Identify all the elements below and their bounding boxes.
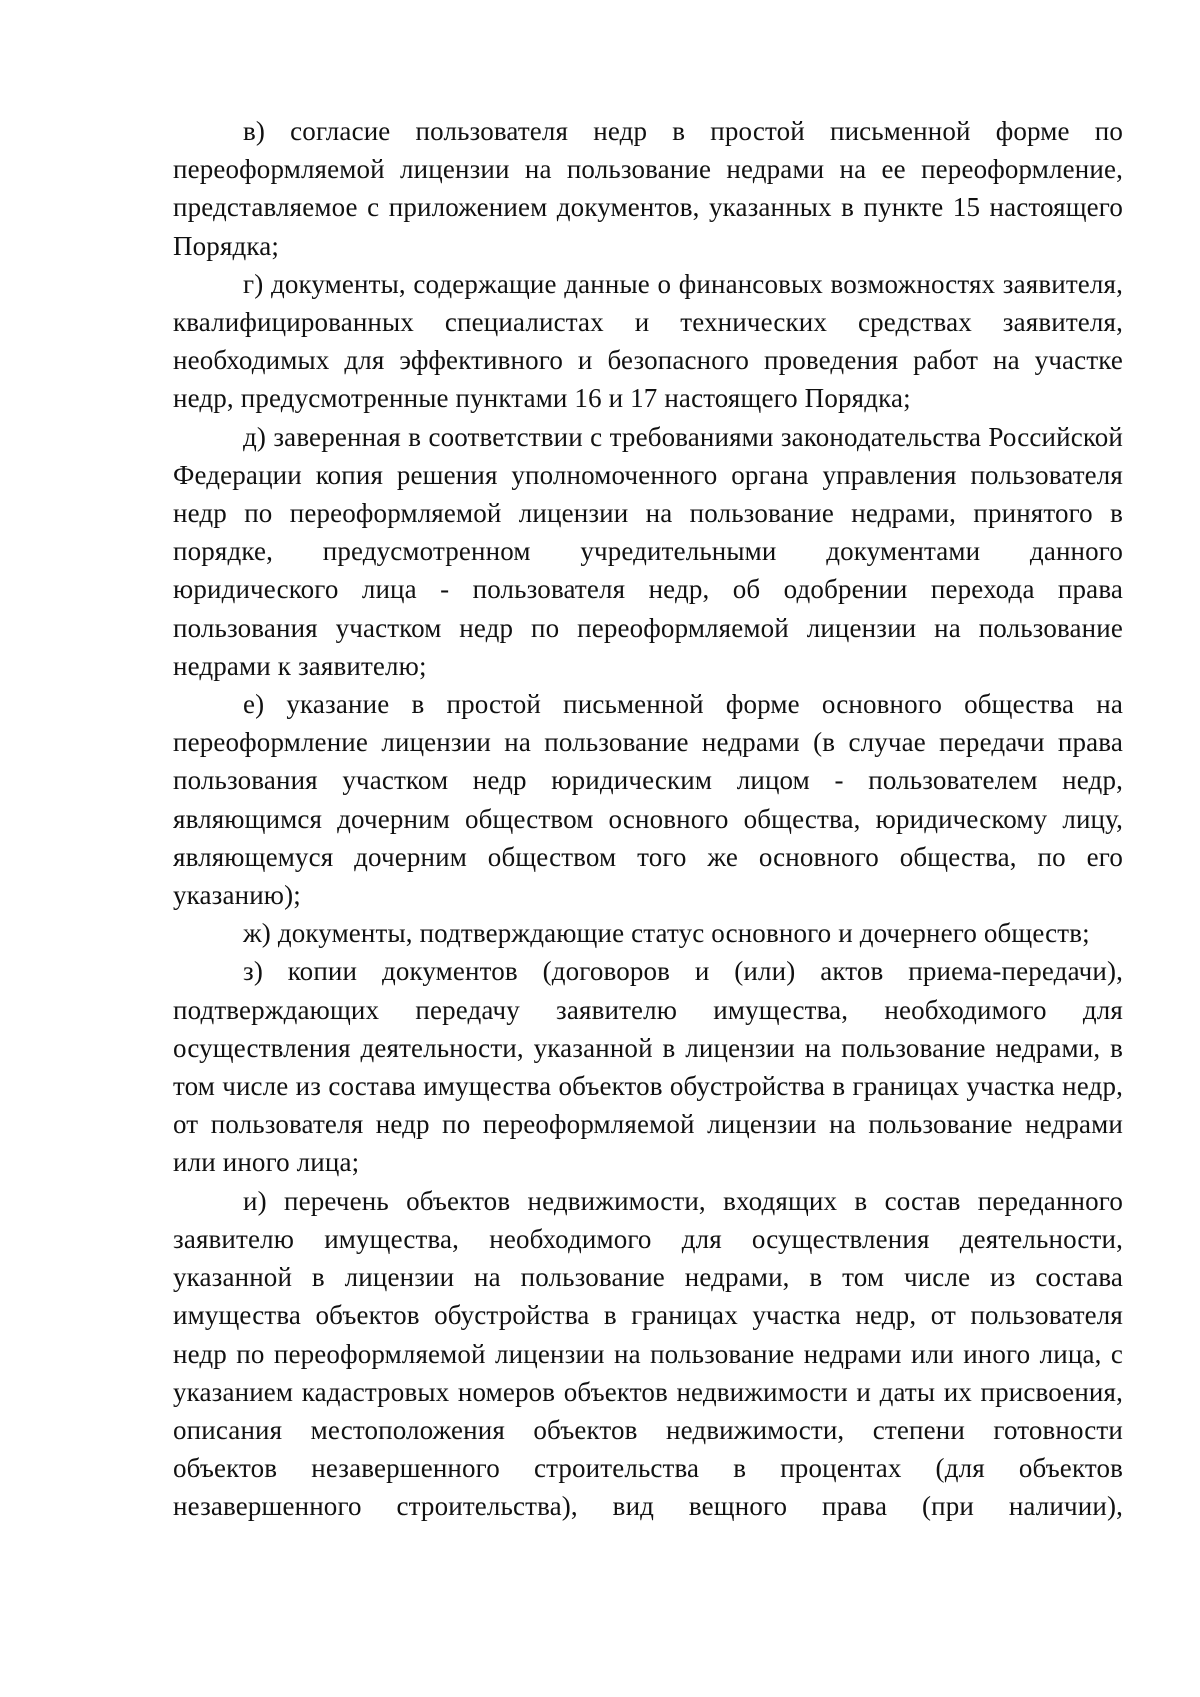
paragraph-i: и) перечень объектов недвижимости, входящих в состав переданного заявителю имущества, необходимого для осуществления деятельности, указанной в лицензии на пользование недрами, в том числе из состава имущества объектов обустройства в границах участка недр, от пользователя недр по переоформляемой лицензии на пользование недрами или иного лица, с указанием кадастровых номеров объектов недвижимости и даты их присвоения, описания местоположения объектов недвижимости, степени готовности объектов незавершенного строительства в процентах (для объектов незавершенного строительства), вид вещного права (при наличии), [173, 1185, 1123, 1522]
paragraph-g: г) документы, содержащие данные о финансовых возможностях заявителя, квалифицированных специалистах и технических средствах заявителя, необходимых для эффективного и безопасного проведения работ на участке недр, предусмотренные пунктами 16 и 17 настоящего Порядка; [173, 268, 1123, 414]
paragraph-d: д) заверенная в соответствии с требованиями законодательства Российской Федерации копия решения уполномоченного органа управления пользователя недр по переоформляемой лицензии на пользование недрами, принятого в порядке, предусмотренном учредительными документами данного юридического лица - пользователя недр, об одобрении перехода права пользования участком недр по переоформляемой лицензии на пользование недрами к заявителю; [173, 421, 1123, 681]
paragraph-z: з) копии документов (договоров и (или) актов приема-передачи), подтверждающих передачу заявителю имущества, необходимого для осуществления деятельности, указанной в лицензии на пользование недрами, в том числе из состава имущества объектов обустройства в границах участка недр, от пользователя недр по переоформляемой лицензии на пользование недрами или иного лица; [173, 956, 1123, 1178]
paragraph-e: е) указание в простой письменной форме основного общества на переоформление лицензии на пользование недрами (в случае передачи права пользования участком недр юридическим лицом - пользователем недр, являющимся дочерним обществом основного общества, юридическому лицу, являющемуся дочерним обществом того же основного общества, по его указанию); [173, 689, 1123, 911]
paragraph-v: в) согласие пользователя недр в простой письменной форме по переоформляемой лицензии на пользование недрами на ее переоформление, представляемое с приложением документов, указанных в пункте 15 настоящего Порядка; [173, 116, 1123, 261]
paragraph-zh: ж) документы, подтверждающие статус основного и дочернего обществ; [243, 918, 1090, 949]
document-page [173, 112, 1123, 1526]
